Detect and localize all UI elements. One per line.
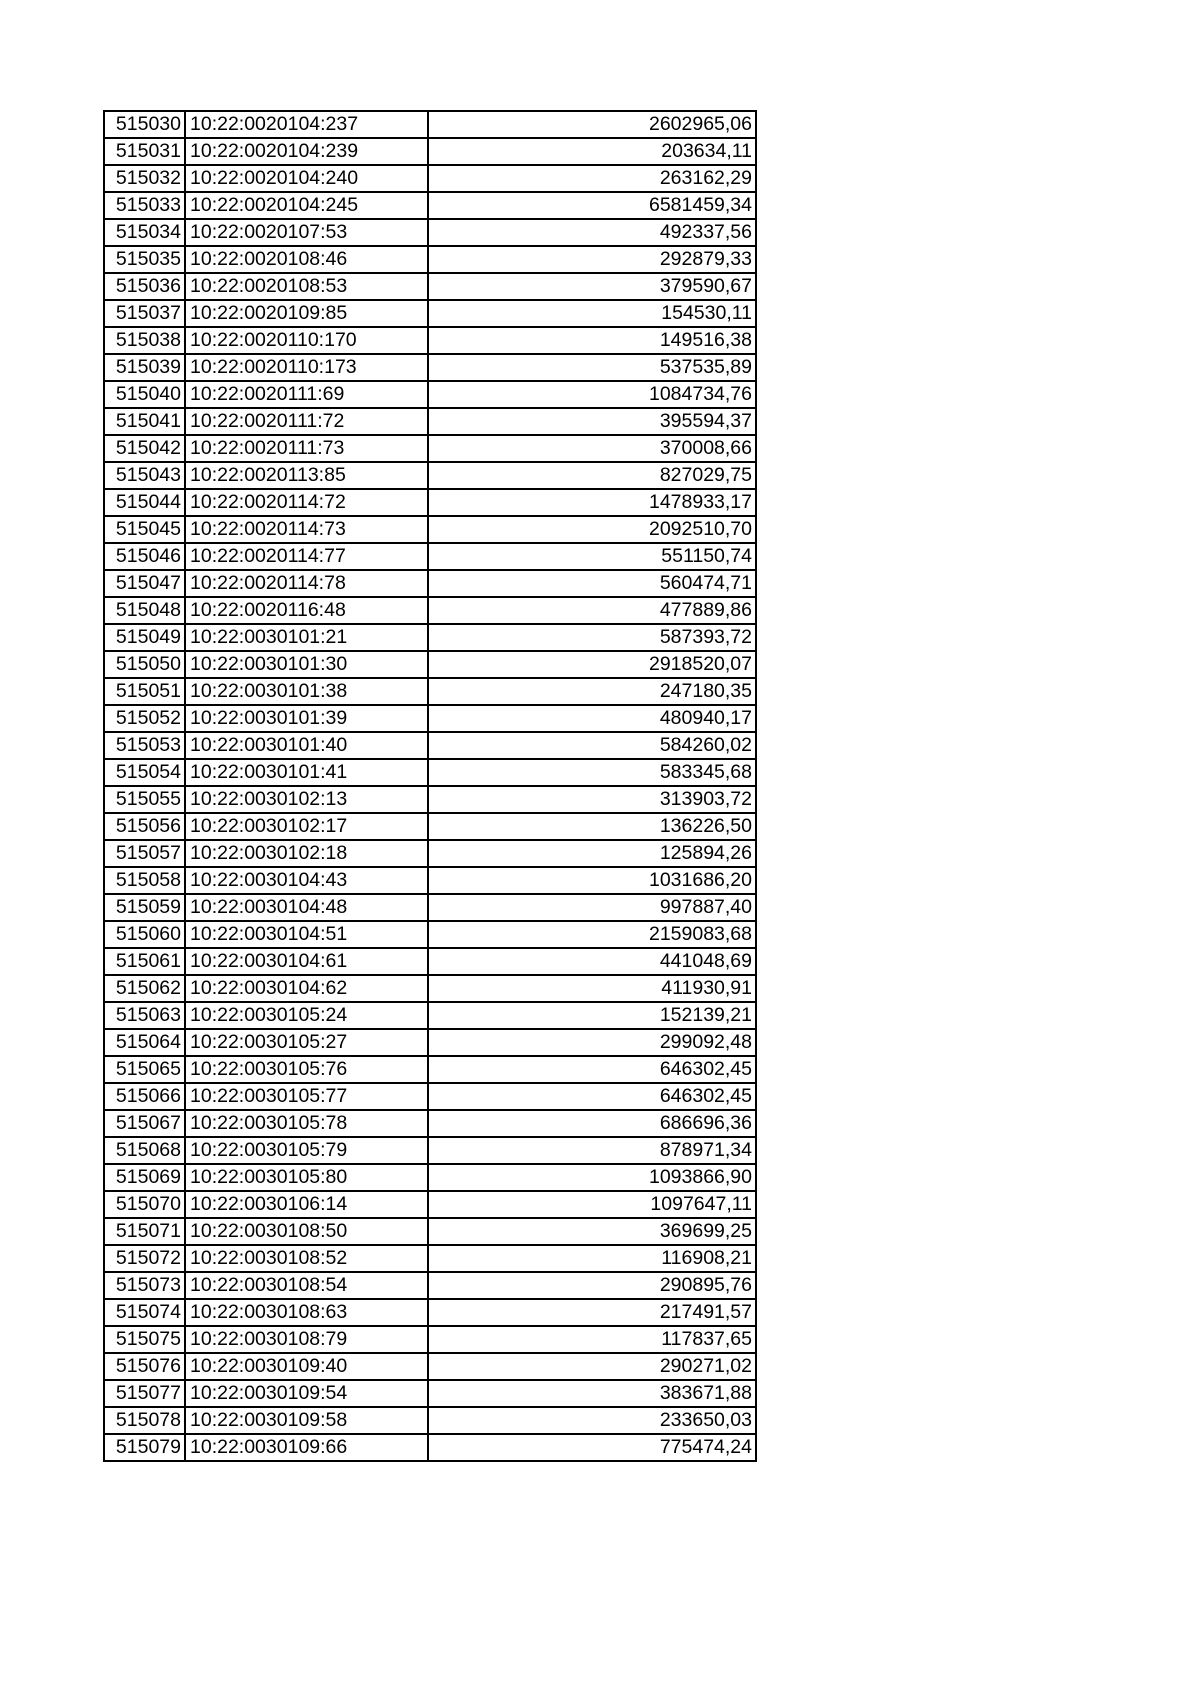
- row-number-cell: 515055: [104, 786, 185, 813]
- value-cell: 646302,45: [428, 1056, 756, 1083]
- value-cell: 2159083,68: [428, 921, 756, 948]
- row-number-cell: 515064: [104, 1029, 185, 1056]
- table-row: [104, 1380, 756, 1407]
- value-cell: 152139,21: [428, 1002, 756, 1029]
- cadastral-number-cell: 10:22:0020104:239: [185, 138, 428, 165]
- cadastral-number-cell: 10:22:0030108:79: [185, 1326, 428, 1353]
- value-cell: 217491,57: [428, 1299, 756, 1326]
- cadastral-number-cell: 10:22:0030109:40: [185, 1353, 428, 1380]
- row-number-cell: 515031: [104, 138, 185, 165]
- row-number-cell: 515053: [104, 732, 185, 759]
- row-number-cell: 515067: [104, 1110, 185, 1137]
- cadastral-number-cell: 10:22:0030101:41: [185, 759, 428, 786]
- value-cell: 290895,76: [428, 1272, 756, 1299]
- value-cell: 313903,72: [428, 786, 756, 813]
- value-cell: 477889,86: [428, 597, 756, 624]
- table-row: [104, 435, 756, 462]
- value-cell: 551150,74: [428, 543, 756, 570]
- cadastral-number-cell: 10:22:0020108:46: [185, 246, 428, 273]
- table-row: [104, 273, 756, 300]
- value-cell: 411930,91: [428, 975, 756, 1002]
- cadastral-number-cell: 10:22:0020104:240: [185, 165, 428, 192]
- value-cell: 2092510,70: [428, 516, 756, 543]
- row-number-cell: 515037: [104, 300, 185, 327]
- value-cell: 827029,75: [428, 462, 756, 489]
- value-cell: 2602965,06: [428, 111, 756, 138]
- value-cell: 646302,45: [428, 1083, 756, 1110]
- value-cell: 290271,02: [428, 1353, 756, 1380]
- value-cell: 1084734,76: [428, 381, 756, 408]
- table-row: [104, 1029, 756, 1056]
- row-number-cell: 515050: [104, 651, 185, 678]
- value-cell: 369699,25: [428, 1218, 756, 1245]
- value-cell: 997887,40: [428, 894, 756, 921]
- cadastral-number-cell: 10:22:0030104:43: [185, 867, 428, 894]
- row-number-cell: 515036: [104, 273, 185, 300]
- row-number-cell: 515068: [104, 1137, 185, 1164]
- value-cell: 263162,29: [428, 165, 756, 192]
- cadastral-number-cell: 10:22:0030109:58: [185, 1407, 428, 1434]
- row-number-cell: 515079: [104, 1434, 185, 1461]
- value-cell: 560474,71: [428, 570, 756, 597]
- row-number-cell: 515042: [104, 435, 185, 462]
- value-cell: 878971,34: [428, 1137, 756, 1164]
- value-cell: 1478933,17: [428, 489, 756, 516]
- table-row: [104, 678, 756, 705]
- table-row: [104, 1272, 756, 1299]
- table-row: [104, 300, 756, 327]
- row-number-cell: 515074: [104, 1299, 185, 1326]
- row-number-cell: 515063: [104, 1002, 185, 1029]
- row-number-cell: 515030: [104, 111, 185, 138]
- table-row: [104, 651, 756, 678]
- table-row: [104, 246, 756, 273]
- cadastral-number-cell: 10:22:0030108:63: [185, 1299, 428, 1326]
- cadastral-number-cell: 10:22:0020114:73: [185, 516, 428, 543]
- table-row: [104, 1218, 756, 1245]
- table-row: [104, 1110, 756, 1137]
- cadastral-number-cell: 10:22:0030105:80: [185, 1164, 428, 1191]
- row-number-cell: 515038: [104, 327, 185, 354]
- row-number-cell: 515078: [104, 1407, 185, 1434]
- value-cell: 136226,50: [428, 813, 756, 840]
- cadastral-number-cell: 10:22:0030106:14: [185, 1191, 428, 1218]
- table-row: [104, 1299, 756, 1326]
- table-row: [104, 1164, 756, 1191]
- row-number-cell: 515059: [104, 894, 185, 921]
- row-number-cell: 515051: [104, 678, 185, 705]
- value-cell: 492337,56: [428, 219, 756, 246]
- row-number-cell: 515072: [104, 1245, 185, 1272]
- value-cell: 583345,68: [428, 759, 756, 786]
- value-cell: 584260,02: [428, 732, 756, 759]
- table-row: [104, 462, 756, 489]
- cadastral-number-cell: 10:22:0030105:76: [185, 1056, 428, 1083]
- table-row: [104, 1002, 756, 1029]
- data-table: [103, 110, 757, 1462]
- value-cell: 2918520,07: [428, 651, 756, 678]
- table-row: [104, 111, 756, 138]
- row-number-cell: 515032: [104, 165, 185, 192]
- value-cell: 6581459,34: [428, 192, 756, 219]
- table-row: [104, 840, 756, 867]
- value-cell: 1031686,20: [428, 867, 756, 894]
- value-cell: 117837,65: [428, 1326, 756, 1353]
- table-row: [104, 1353, 756, 1380]
- row-number-cell: 515035: [104, 246, 185, 273]
- cadastral-number-cell: 10:22:0030105:24: [185, 1002, 428, 1029]
- row-number-cell: 515046: [104, 543, 185, 570]
- value-cell: 370008,66: [428, 435, 756, 462]
- value-cell: 379590,67: [428, 273, 756, 300]
- value-cell: 395594,37: [428, 408, 756, 435]
- cadastral-number-cell: 10:22:0020114:72: [185, 489, 428, 516]
- table-row: [104, 1191, 756, 1218]
- cadastral-number-cell: 10:22:0020114:78: [185, 570, 428, 597]
- table-row: [104, 138, 756, 165]
- table-body: [104, 111, 756, 1461]
- cadastral-number-cell: 10:22:0020111:69: [185, 381, 428, 408]
- table-row: [104, 1434, 756, 1461]
- table-row: [104, 921, 756, 948]
- row-number-cell: 515065: [104, 1056, 185, 1083]
- cadastral-number-cell: 10:22:0020104:245: [185, 192, 428, 219]
- table-row: [104, 867, 756, 894]
- value-cell: 587393,72: [428, 624, 756, 651]
- table-row: [104, 813, 756, 840]
- cadastral-number-cell: 10:22:0030101:30: [185, 651, 428, 678]
- value-cell: 116908,21: [428, 1245, 756, 1272]
- table-row: [104, 597, 756, 624]
- cadastral-number-cell: 10:22:0030105:77: [185, 1083, 428, 1110]
- row-number-cell: 515044: [104, 489, 185, 516]
- table-row: [104, 759, 756, 786]
- table-row: [104, 354, 756, 381]
- cadastral-number-cell: 10:22:0030109:66: [185, 1434, 428, 1461]
- table-row: [104, 948, 756, 975]
- value-cell: 686696,36: [428, 1110, 756, 1137]
- cadastral-number-cell: 10:22:0020111:73: [185, 435, 428, 462]
- row-number-cell: 515062: [104, 975, 185, 1002]
- value-cell: 233650,03: [428, 1407, 756, 1434]
- row-number-cell: 515077: [104, 1380, 185, 1407]
- table-row: [104, 894, 756, 921]
- value-cell: 154530,11: [428, 300, 756, 327]
- row-number-cell: 515045: [104, 516, 185, 543]
- table-row: [104, 1083, 756, 1110]
- value-cell: 480940,17: [428, 705, 756, 732]
- value-cell: 247180,35: [428, 678, 756, 705]
- table-row: [104, 705, 756, 732]
- row-number-cell: 515070: [104, 1191, 185, 1218]
- table-row: [104, 570, 756, 597]
- row-number-cell: 515043: [104, 462, 185, 489]
- cadastral-number-cell: 10:22:0020109:85: [185, 300, 428, 327]
- table-row: [104, 975, 756, 1002]
- row-number-cell: 515033: [104, 192, 185, 219]
- row-number-cell: 515076: [104, 1353, 185, 1380]
- cadastral-number-cell: 10:22:0030102:18: [185, 840, 428, 867]
- row-number-cell: 515060: [104, 921, 185, 948]
- table-row: [104, 489, 756, 516]
- table-row: [104, 192, 756, 219]
- row-number-cell: 515049: [104, 624, 185, 651]
- table-row: [104, 1407, 756, 1434]
- value-cell: 292879,33: [428, 246, 756, 273]
- cadastral-number-cell: 10:22:0030101:38: [185, 678, 428, 705]
- cadastral-number-cell: 10:22:0020110:170: [185, 327, 428, 354]
- row-number-cell: 515034: [104, 219, 185, 246]
- row-number-cell: 515048: [104, 597, 185, 624]
- row-number-cell: 515040: [104, 381, 185, 408]
- row-number-cell: 515039: [104, 354, 185, 381]
- cadastral-number-cell: 10:22:0020116:48: [185, 597, 428, 624]
- table-row: [104, 327, 756, 354]
- cadastral-number-cell: 10:22:0030104:51: [185, 921, 428, 948]
- row-number-cell: 515071: [104, 1218, 185, 1245]
- table-row: [104, 219, 756, 246]
- value-cell: 1093866,90: [428, 1164, 756, 1191]
- cadastral-number-cell: 10:22:0030102:17: [185, 813, 428, 840]
- cadastral-number-cell: 10:22:0020111:72: [185, 408, 428, 435]
- row-number-cell: 515041: [104, 408, 185, 435]
- table-row: [104, 1056, 756, 1083]
- table-row: [104, 543, 756, 570]
- table-row: [104, 381, 756, 408]
- table-row: [104, 1137, 756, 1164]
- table-row: [104, 165, 756, 192]
- table-row: [104, 1245, 756, 1272]
- cadastral-number-cell: 10:22:0030108:50: [185, 1218, 428, 1245]
- row-number-cell: 515054: [104, 759, 185, 786]
- table-row: [104, 786, 756, 813]
- table-row: [104, 732, 756, 759]
- value-cell: 149516,38: [428, 327, 756, 354]
- table-row: [104, 408, 756, 435]
- value-cell: 441048,69: [428, 948, 756, 975]
- row-number-cell: 515073: [104, 1272, 185, 1299]
- row-number-cell: 515075: [104, 1326, 185, 1353]
- row-number-cell: 515066: [104, 1083, 185, 1110]
- row-number-cell: 515056: [104, 813, 185, 840]
- cadastral-number-cell: 10:22:0020110:173: [185, 354, 428, 381]
- cadastral-number-cell: 10:22:0030109:54: [185, 1380, 428, 1407]
- value-cell: 1097647,11: [428, 1191, 756, 1218]
- cadastral-number-cell: 10:22:0030105:27: [185, 1029, 428, 1056]
- row-number-cell: 515047: [104, 570, 185, 597]
- value-cell: 775474,24: [428, 1434, 756, 1461]
- table-row: [104, 624, 756, 651]
- row-number-cell: 515069: [104, 1164, 185, 1191]
- cadastral-number-cell: 10:22:0030101:21: [185, 624, 428, 651]
- value-cell: 125894,26: [428, 840, 756, 867]
- cadastral-number-cell: 10:22:0030105:78: [185, 1110, 428, 1137]
- cadastral-number-cell: 10:22:0030104:48: [185, 894, 428, 921]
- row-number-cell: 515052: [104, 705, 185, 732]
- cadastral-number-cell: 10:22:0030108:54: [185, 1272, 428, 1299]
- cadastral-number-cell: 10:22:0020108:53: [185, 273, 428, 300]
- cadastral-number-cell: 10:22:0020114:77: [185, 543, 428, 570]
- cadastral-number-cell: 10:22:0020113:85: [185, 462, 428, 489]
- row-number-cell: 515058: [104, 867, 185, 894]
- value-cell: 383671,88: [428, 1380, 756, 1407]
- cadastral-number-cell: 10:22:0020107:53: [185, 219, 428, 246]
- cadastral-number-cell: 10:22:0030105:79: [185, 1137, 428, 1164]
- row-number-cell: 515057: [104, 840, 185, 867]
- cadastral-number-cell: 10:22:0030101:40: [185, 732, 428, 759]
- cadastral-number-cell: 10:22:0030108:52: [185, 1245, 428, 1272]
- cadastral-number-cell: 10:22:0030104:62: [185, 975, 428, 1002]
- row-number-cell: 515061: [104, 948, 185, 975]
- table-row: [104, 516, 756, 543]
- cadastral-number-cell: 10:22:0030102:13: [185, 786, 428, 813]
- cadastral-number-cell: 10:22:0030104:61: [185, 948, 428, 975]
- value-cell: 203634,11: [428, 138, 756, 165]
- cadastral-number-cell: 10:22:0030101:39: [185, 705, 428, 732]
- cadastral-number-cell: 10:22:0020104:237: [185, 111, 428, 138]
- value-cell: 299092,48: [428, 1029, 756, 1056]
- table-row: [104, 1326, 756, 1353]
- value-cell: 537535,89: [428, 354, 756, 381]
